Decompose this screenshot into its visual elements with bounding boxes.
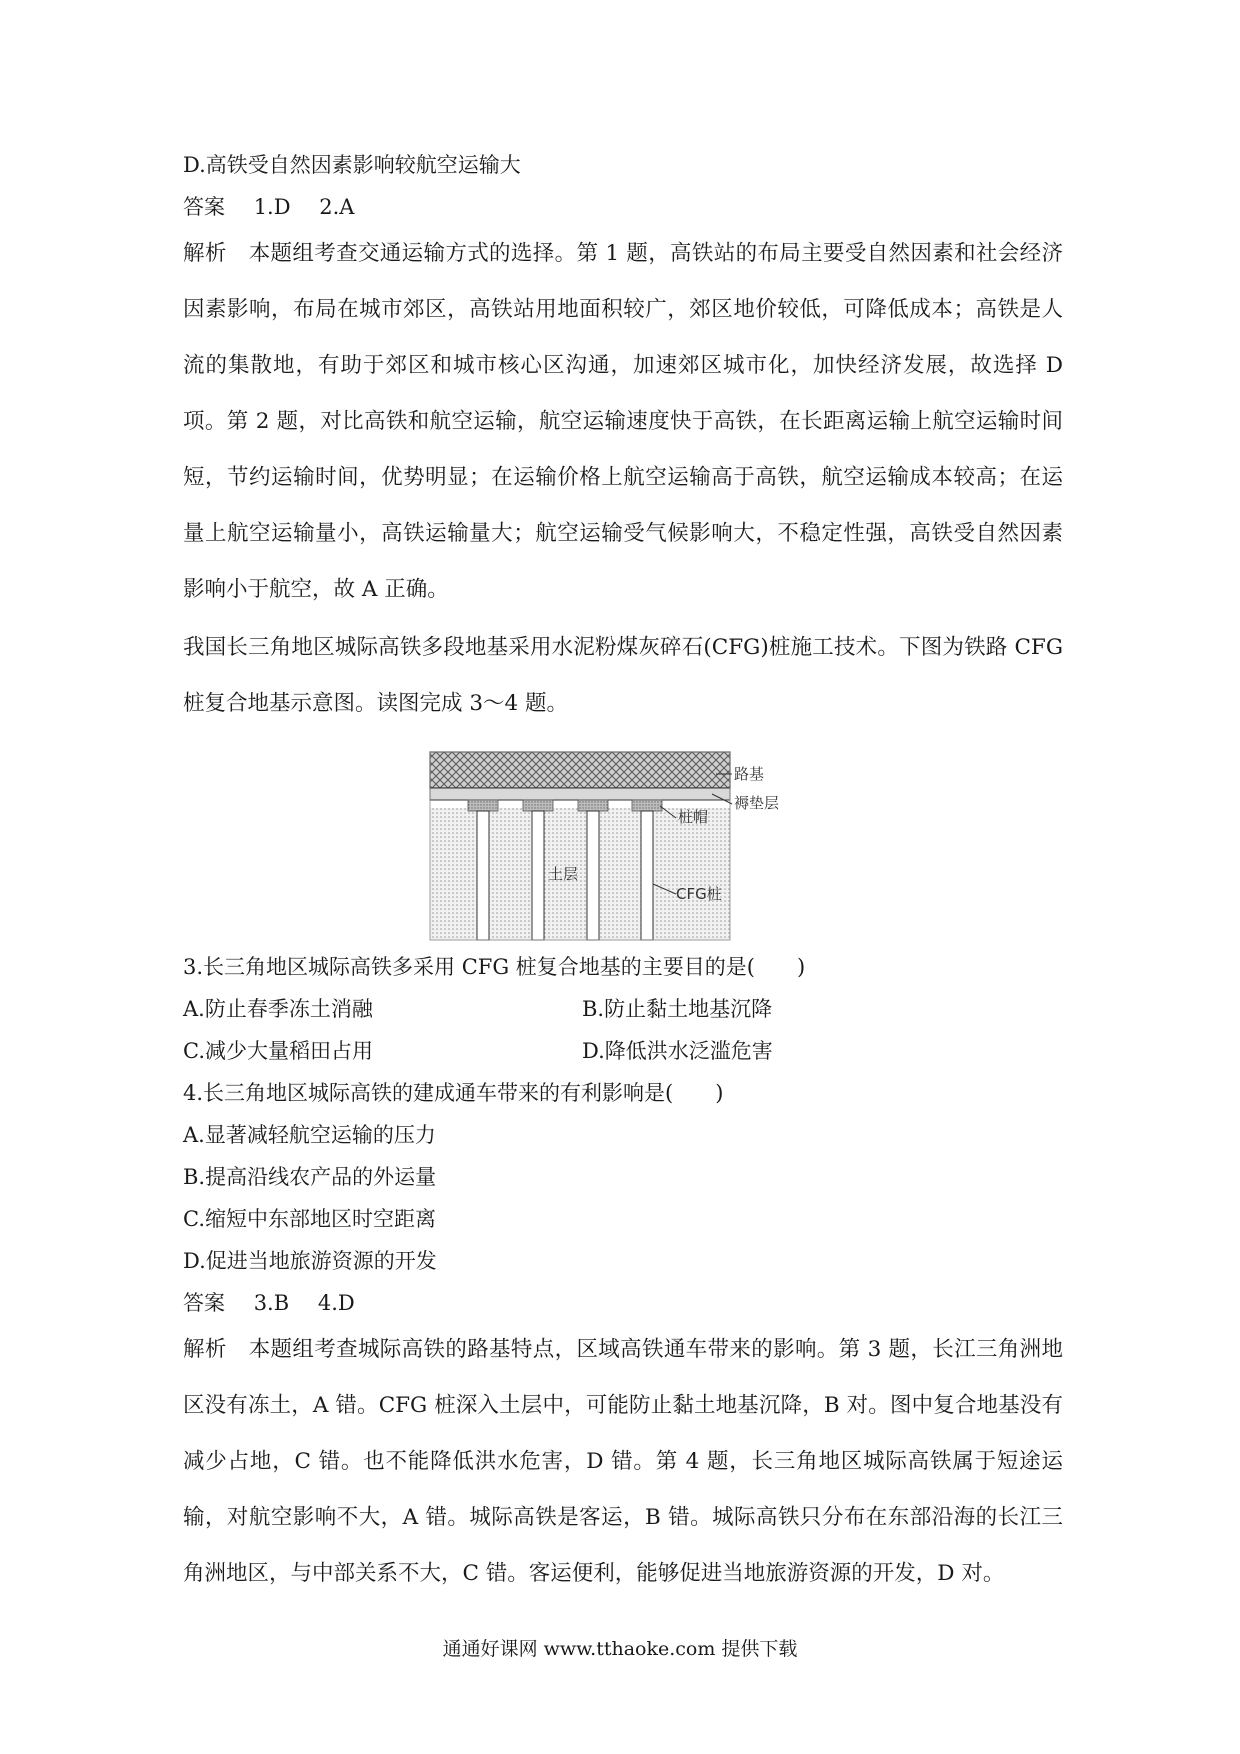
- analysis-label: 解析: [183, 241, 227, 266]
- q3-option-b: B.防止黏土地基沉降: [582, 997, 773, 1021]
- analysis-text: 本题组考查城际高铁的路基特点，区域高铁通车带来的影响。第 3 题，长江三角洲地区没有冻土，A 错。CFG 桩深入土层中，可能防止黏土地基沉降，B 对。图中复合地基没有减少占地，C 错。也不能降低洪水危害，D 错。第 4 题，长三角地区城际高铁属于短途运输，对航空影响不大，A 错。城际高铁是客运，B 错。城际高铁只分布在东部沿海的长江三角洲地区，与中部关系不大，C 错。客运便利，能够促进当地旅游资源的开发，D 对。: [183, 1337, 1063, 1586]
- soil-layer: [430, 808, 730, 940]
- analysis-text: 本题组考查交通运输方式的选择。第 1 题，高铁站的布局主要受自然因素和社会经济因素影响，布局在城市郊区，高铁站用地面积较广，郊区地价较低，可降低成本；高铁是人流的集散地，有助于郊区和城市核心区沟通，加速郊区城市化，加快经济发展，故选择 D 项。第 2 题，对比高铁和航空运输，航空运输速度快于高铁，在长距离运输上航空运输时间短，节约运输时间，优势明显；在运输价格上航空运输高于高铁，航空运输成本较高；在运量上航空运输量小，高铁运输量大；航空运输受气候影响大，不稳定性强，高铁受自然因素影响小于航空，故 A 正确。: [183, 241, 1063, 602]
- analysis-paragraph-2: [183, 1322, 1063, 1602]
- q3-option-d: D.降低洪水泛滥危害: [582, 1039, 773, 1063]
- q4-option-a: A.显著减轻航空运输的压力: [183, 1123, 436, 1147]
- page-footer: 通通好课网 www.tthaoke.com 提供下载: [442, 1638, 798, 1660]
- previous-option-d: D.高铁受自然因素影响较航空运输大: [183, 153, 521, 177]
- label-roadbed: 路基: [734, 765, 765, 783]
- answer-item: 4.D: [317, 1291, 355, 1315]
- pile-cap: [523, 800, 553, 811]
- label-pile-cap: 桩帽: [678, 808, 709, 826]
- intro-paragraph: 我国长三角地区城际高铁多段地基采用水泥粉煤灰碎石(CFG)桩施工技术。下图为铁路 CFG 桩复合地基示意图。读图完成 3～4 题。: [183, 635, 1063, 716]
- q3-option-a: A.防止春季冻土消融: [183, 997, 373, 1021]
- cfg-pile: [532, 811, 544, 940]
- answer-line-2: [183, 1288, 1063, 1318]
- q4-option-b: B.提高沿线农产品的外运量: [183, 1165, 437, 1189]
- cfg-pile: [477, 811, 489, 940]
- q4-option-c: C.缩短中东部地区时空距离: [183, 1207, 436, 1231]
- label-cushion: 褥垫层: [734, 794, 780, 812]
- cfg-pile: [641, 811, 653, 940]
- label-cfg-pile: CFG桩: [676, 885, 722, 903]
- pile-cap: [468, 800, 498, 811]
- label-soil: 土层: [548, 865, 579, 883]
- cushion-layer: [430, 788, 730, 800]
- q3-option-c: C.减少大量稻田占用: [183, 1039, 373, 1063]
- roadbed-layer: [430, 752, 730, 788]
- answer-item: 1.D: [253, 195, 291, 219]
- analysis-paragraph-1: [183, 226, 1063, 618]
- answer-item: 2.A: [319, 195, 355, 219]
- pile-cap: [578, 800, 608, 811]
- pile-cap: [632, 800, 662, 811]
- analysis-label: 解析: [183, 1337, 227, 1362]
- cfg-pile-diagram: [420, 744, 820, 944]
- answer-label: 答案: [183, 1291, 225, 1315]
- cfg-pile: [587, 811, 599, 940]
- question-3-stem: 3.长三角地区城际高铁多采用 CFG 桩复合地基的主要目的是( ): [183, 955, 806, 979]
- q4-option-d: D.促进当地旅游资源的开发: [183, 1249, 437, 1273]
- answer-label: 答案: [183, 195, 225, 219]
- answer-line-1: [183, 192, 1063, 222]
- question-4-stem: 4.长三角地区城际高铁的建成通车带来的有利影响是( ): [183, 1081, 724, 1105]
- answer-item: 3.B: [253, 1291, 290, 1315]
